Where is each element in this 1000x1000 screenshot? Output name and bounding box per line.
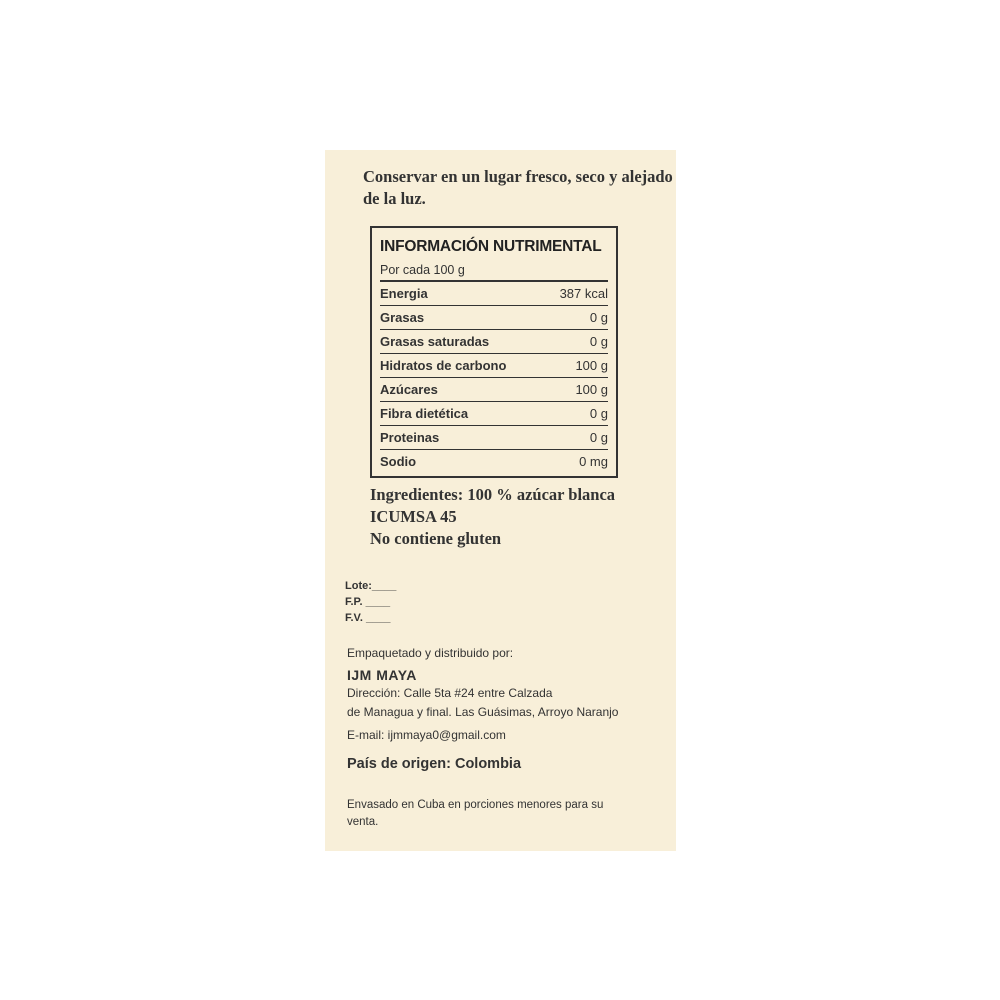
email-address: E-mail: ijmmaya0@gmail.com xyxy=(347,728,506,742)
country-of-origin: País de origen: Colombia xyxy=(347,756,522,772)
lot-number: Lote:____ xyxy=(345,580,397,592)
nutrient-name: Hidratos de carbono xyxy=(380,358,507,373)
product-label xyxy=(325,150,676,851)
nutrient-value: 0 g xyxy=(589,430,608,445)
nutrient-name: Energia xyxy=(380,286,428,301)
nutrition-row xyxy=(380,282,608,306)
nutrient-name: Grasas saturadas xyxy=(380,334,490,349)
nutrition-row xyxy=(380,330,608,354)
packer-intro: Empaquetado y distribuido por: xyxy=(347,646,514,660)
nutrient-value: 387 kcal xyxy=(559,286,608,301)
packer-info xyxy=(347,645,667,745)
company-name: IJM MAYA xyxy=(347,667,417,683)
address-line: Dirección: Calle 5ta #24 entre Calzada xyxy=(347,686,553,700)
nutrient-value: 0 g xyxy=(589,310,608,325)
nutrition-row xyxy=(380,378,608,402)
nutrition-table xyxy=(370,226,618,478)
nutrient-value: 100 g xyxy=(575,382,608,397)
nutrition-row xyxy=(380,306,608,330)
gluten-line: No contiene gluten xyxy=(370,529,502,548)
ingredients-block xyxy=(370,484,670,550)
nutrient-name: Azúcares xyxy=(380,382,438,397)
nutrient-value: 0 g xyxy=(589,406,608,421)
serving-size: Por cada 100 g xyxy=(380,260,608,282)
nutrient-name: Sodio xyxy=(380,454,417,469)
nutrient-name: Proteinas xyxy=(380,430,440,445)
packed-in-note: Envasado en Cuba en porciones menores para su venta. xyxy=(347,799,604,828)
lot-info xyxy=(345,578,396,626)
address-line: de Managua y final. Las Guásimas, Arroyo Naranjo xyxy=(347,705,619,719)
nutrient-value: 100 g xyxy=(575,358,608,373)
nutrient-value: 0 g xyxy=(589,334,608,349)
icumsa-line: ICUMSA 45 xyxy=(370,507,457,526)
storage-instructions: Conservar en un lugar fresco, seco y alejado de la luz. xyxy=(363,167,673,208)
production-date: F.P. ____ xyxy=(345,596,391,608)
nutrition-row xyxy=(380,450,608,473)
nutrition-row xyxy=(380,426,608,450)
nutrient-name: Fibra dietética xyxy=(380,406,469,421)
nutrient-name: Grasas xyxy=(380,310,425,325)
nutrition-row xyxy=(380,402,608,426)
ingredients-line: Ingredientes: 100 % azúcar blanca xyxy=(370,485,616,504)
nutrition-row xyxy=(380,354,608,378)
nutrient-value: 0 mg xyxy=(579,454,608,469)
nutrition-title: INFORMACIÓN NUTRIMENTAL xyxy=(380,238,602,255)
expiry-date: F.V. ____ xyxy=(345,612,391,624)
